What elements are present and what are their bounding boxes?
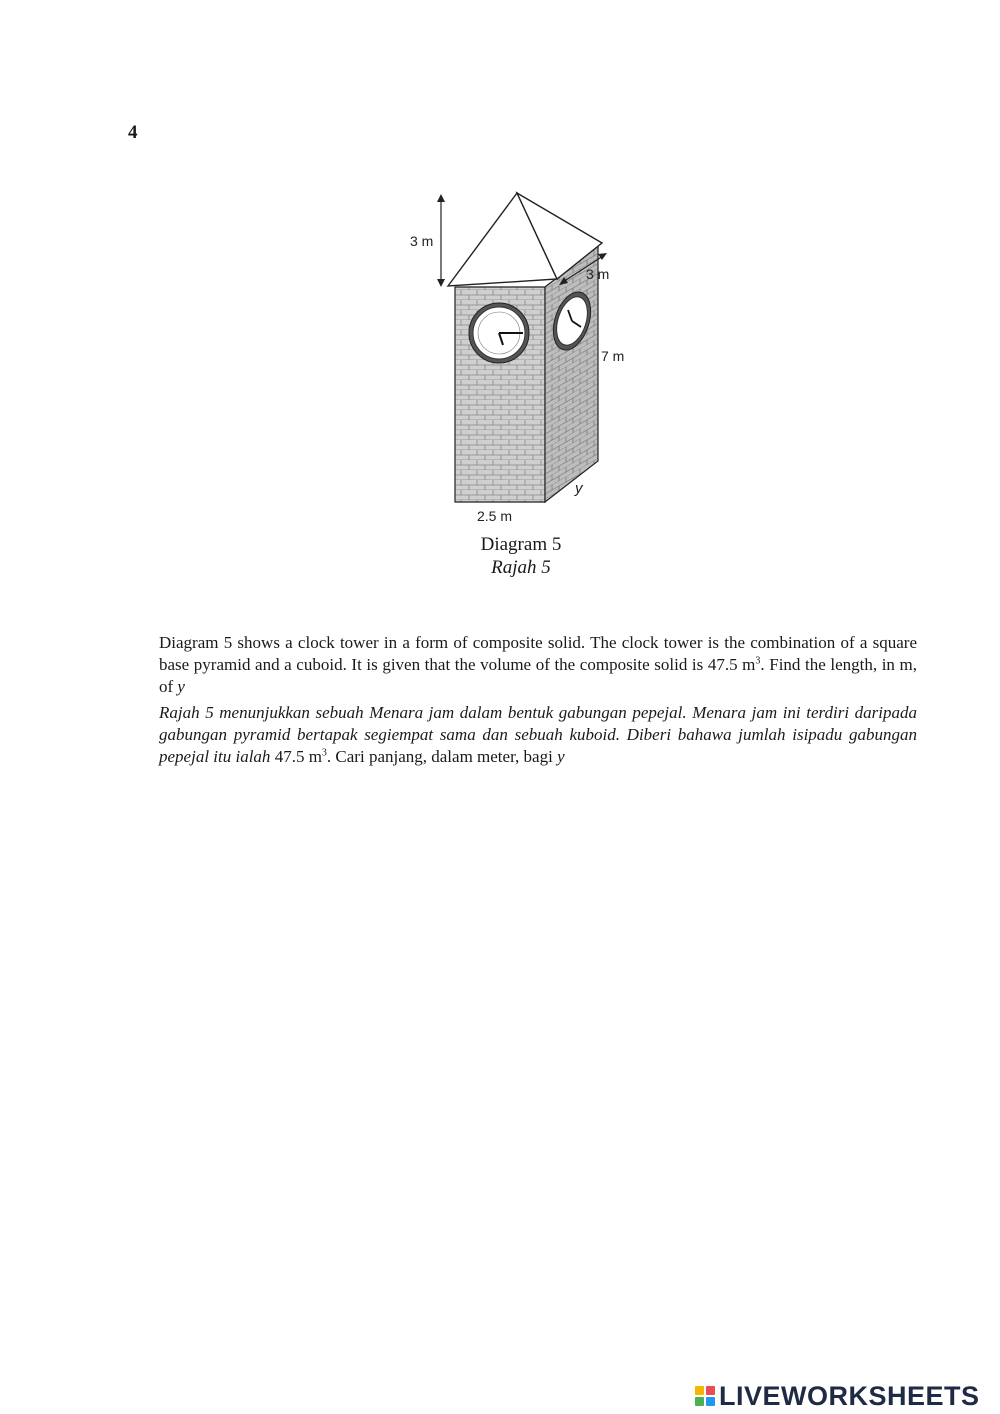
brand-text: LIVEWORKSHEETS	[719, 1380, 980, 1411]
liveworksheets-logo	[695, 1378, 980, 1414]
question-number: 4	[128, 122, 138, 143]
diagram-caption: Diagram 5	[480, 534, 562, 555]
question-text-english	[159, 632, 917, 698]
question-text-part2: . Find the length, in m, of	[159, 655, 917, 696]
base-width-label: 2.5 m	[477, 508, 513, 524]
logo-square	[706, 1386, 715, 1395]
cuboid-height-label: 7 m	[601, 348, 625, 364]
question-text-malay	[159, 702, 917, 768]
malay-superscript: 3	[321, 747, 327, 759]
malay-volume: 47.5 m	[274, 747, 322, 766]
clock-tower-diagram	[405, 180, 655, 590]
depth-label: y	[575, 480, 583, 497]
malay-text-part2: . Cari panjang, dalam meter, bagi	[326, 747, 558, 766]
pyramid-height-label: 3 m	[410, 233, 434, 249]
variable-y: y	[177, 677, 185, 696]
clock-icon	[469, 303, 529, 363]
malay-text-italic: Rajah 5 menunjukkan sebuah Menara jam dalam bentuk gabungan pepejal. Menara jam ini terdiri daripada gabungan pyramid bertapak segiempat sama dan sebuah kuboid. Diberi bahawa jumlah isipadu gabungan pepejal itu ialah	[159, 703, 917, 766]
superscript: 3	[755, 655, 761, 667]
logo-icon	[695, 1386, 715, 1406]
question-text-part1: Diagram 5 shows a clock tower in a form of composite solid. The clock tower is the combination of a square base pyramid and a cuboid. It is given that the volume of the composite solid is 47.5 m	[159, 633, 917, 674]
logo-square	[695, 1397, 704, 1406]
top-width-label: 3 m	[586, 266, 610, 282]
logo-square	[706, 1397, 715, 1406]
logo-square	[695, 1386, 704, 1395]
diagram-caption-malay: Rajah 5	[491, 557, 551, 578]
malay-variable-y: y	[557, 747, 565, 766]
pyramid-height-dimension	[410, 194, 445, 287]
